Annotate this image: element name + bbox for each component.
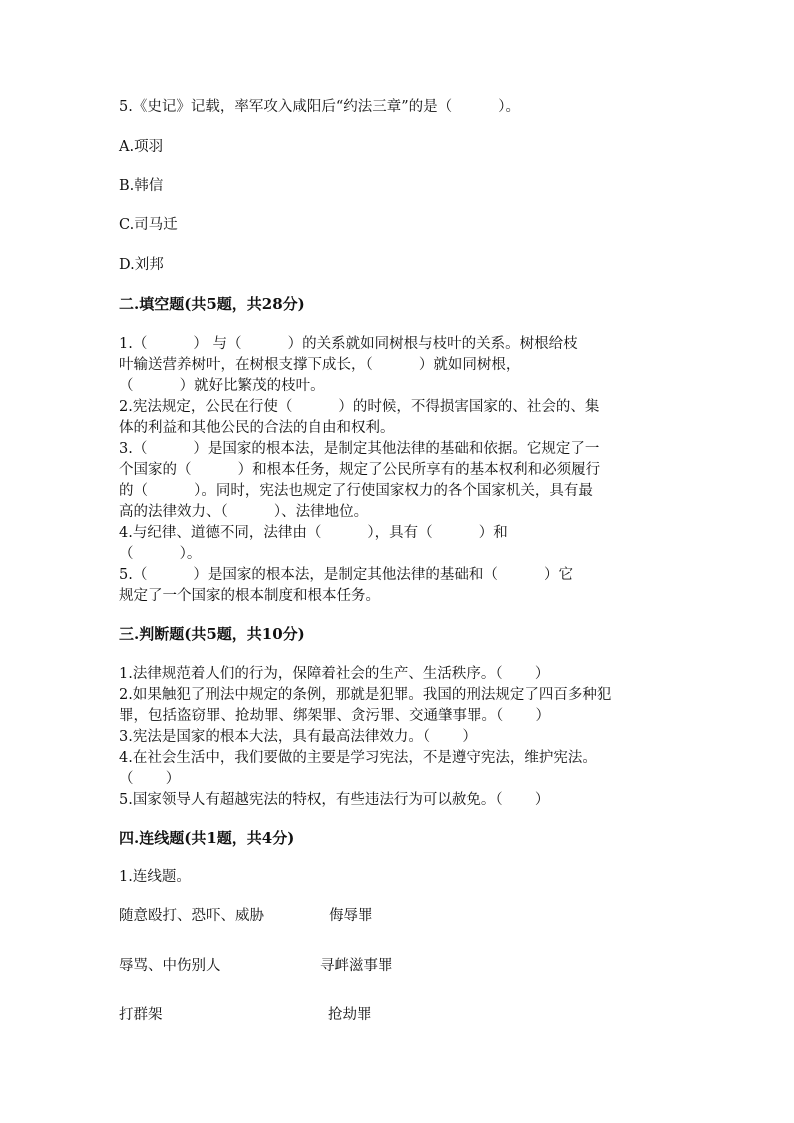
mc-option-d: D.刘邦: [119, 257, 164, 273]
fill-q3-line1: 3.（ ）是国家的根本法，是制定其他法律的基础和依据。它规定了一: [119, 441, 600, 457]
judge-q3: 3.宪法是国家的根本大法，具有最高法律效力。（ ）: [119, 729, 477, 745]
judge-q4-line2: （ ）: [119, 771, 181, 787]
fill-q3-line2: 个国家的（ ）和根本任务，规定了公民所享有的基本权利和必须履行: [119, 462, 601, 478]
judge-q5: 5.国家领导人有超越宪法的特权，有些违法行为可以赦免。（ ）: [119, 792, 550, 808]
mc-option-b: B.韩信: [119, 178, 164, 194]
fill-q4-line2: （ ）。: [119, 546, 202, 562]
mc-option-a: A.项羽: [119, 139, 164, 155]
fill-q3-line4: 高的法律效力、（ ）、法律地位。: [119, 504, 369, 520]
mc-option-c: C.司马迁: [119, 217, 178, 233]
fill-q1-line2: 叶输送营养树叶，在树根支撑下成长，（ ）就如同树根，: [119, 357, 521, 373]
fill-q3-line3: 的（ ）。同时，宪法也规定了行使国家权力的各个国家机关，具有最: [119, 483, 593, 499]
judge-q1: 1.法律规范着人们的行为，保障着社会的生产、生活秩序。（ ）: [119, 666, 550, 682]
match-right-item: 寻衅滋事罪: [320, 958, 393, 974]
fill-q2-line1: 2.宪法规定，公民在行使（ ）的时候，不得损害国家的、社会的、集: [119, 399, 600, 415]
fill-q1-line1: 1.（ ） 与（ ）的关系就如同树根与枝叶的关系。树根给枝: [119, 336, 578, 352]
judge-section-heading: 三.判断题(共5题，共10分): [119, 625, 305, 643]
match-q1: 1.连线题。: [119, 869, 191, 885]
match-right-item: 侮辱罪: [329, 908, 373, 924]
fill-q1-line3: （ ）就好比繁茂的枝叶。: [119, 378, 325, 394]
match-left-item: 辱骂、中伤别人: [119, 958, 221, 974]
judge-q4-line1: 4.在社会生活中，我们要做的主要是学习宪法，不是遵守宪法，维护宪法。: [119, 750, 597, 766]
fill-q2-line2: 体的利益和其他公民的合法的自由和权利。: [119, 420, 395, 436]
fill-q5-line1: 5.（ ）是国家的根本法，是制定其他法律的基础和（ ）它: [119, 567, 574, 583]
fill-section-heading: 二.填空题(共5题，共28分): [119, 295, 305, 313]
match-left-item: 打群架: [119, 1007, 163, 1023]
match-left-item: 随意殴打、恐吓、威胁: [119, 908, 264, 924]
match-section-heading: 四.连线题(共1题，共4分): [119, 829, 295, 847]
judge-q2-line1: 2.如果触犯了刑法中规定的条例，那就是犯罪。我国的刑法规定了四百多种犯: [119, 687, 612, 703]
fill-q4-line1: 4.与纪律、道德不同，法律由（ ），具有（ ）和: [119, 525, 508, 541]
match-right-item: 抢劫罪: [328, 1007, 372, 1023]
judge-q2-line2: 罪，包括盗窃罪、抢劫罪、绑架罪、贪污罪、交通肇事罪。（ ）: [119, 708, 551, 724]
fill-q5-line2: 规定了一个国家的根本制度和根本任务。: [119, 588, 380, 604]
mc-question-5: 5.《史记》记载，率军攻入咸阳后“约法三章”的是（ ）。: [119, 99, 520, 115]
